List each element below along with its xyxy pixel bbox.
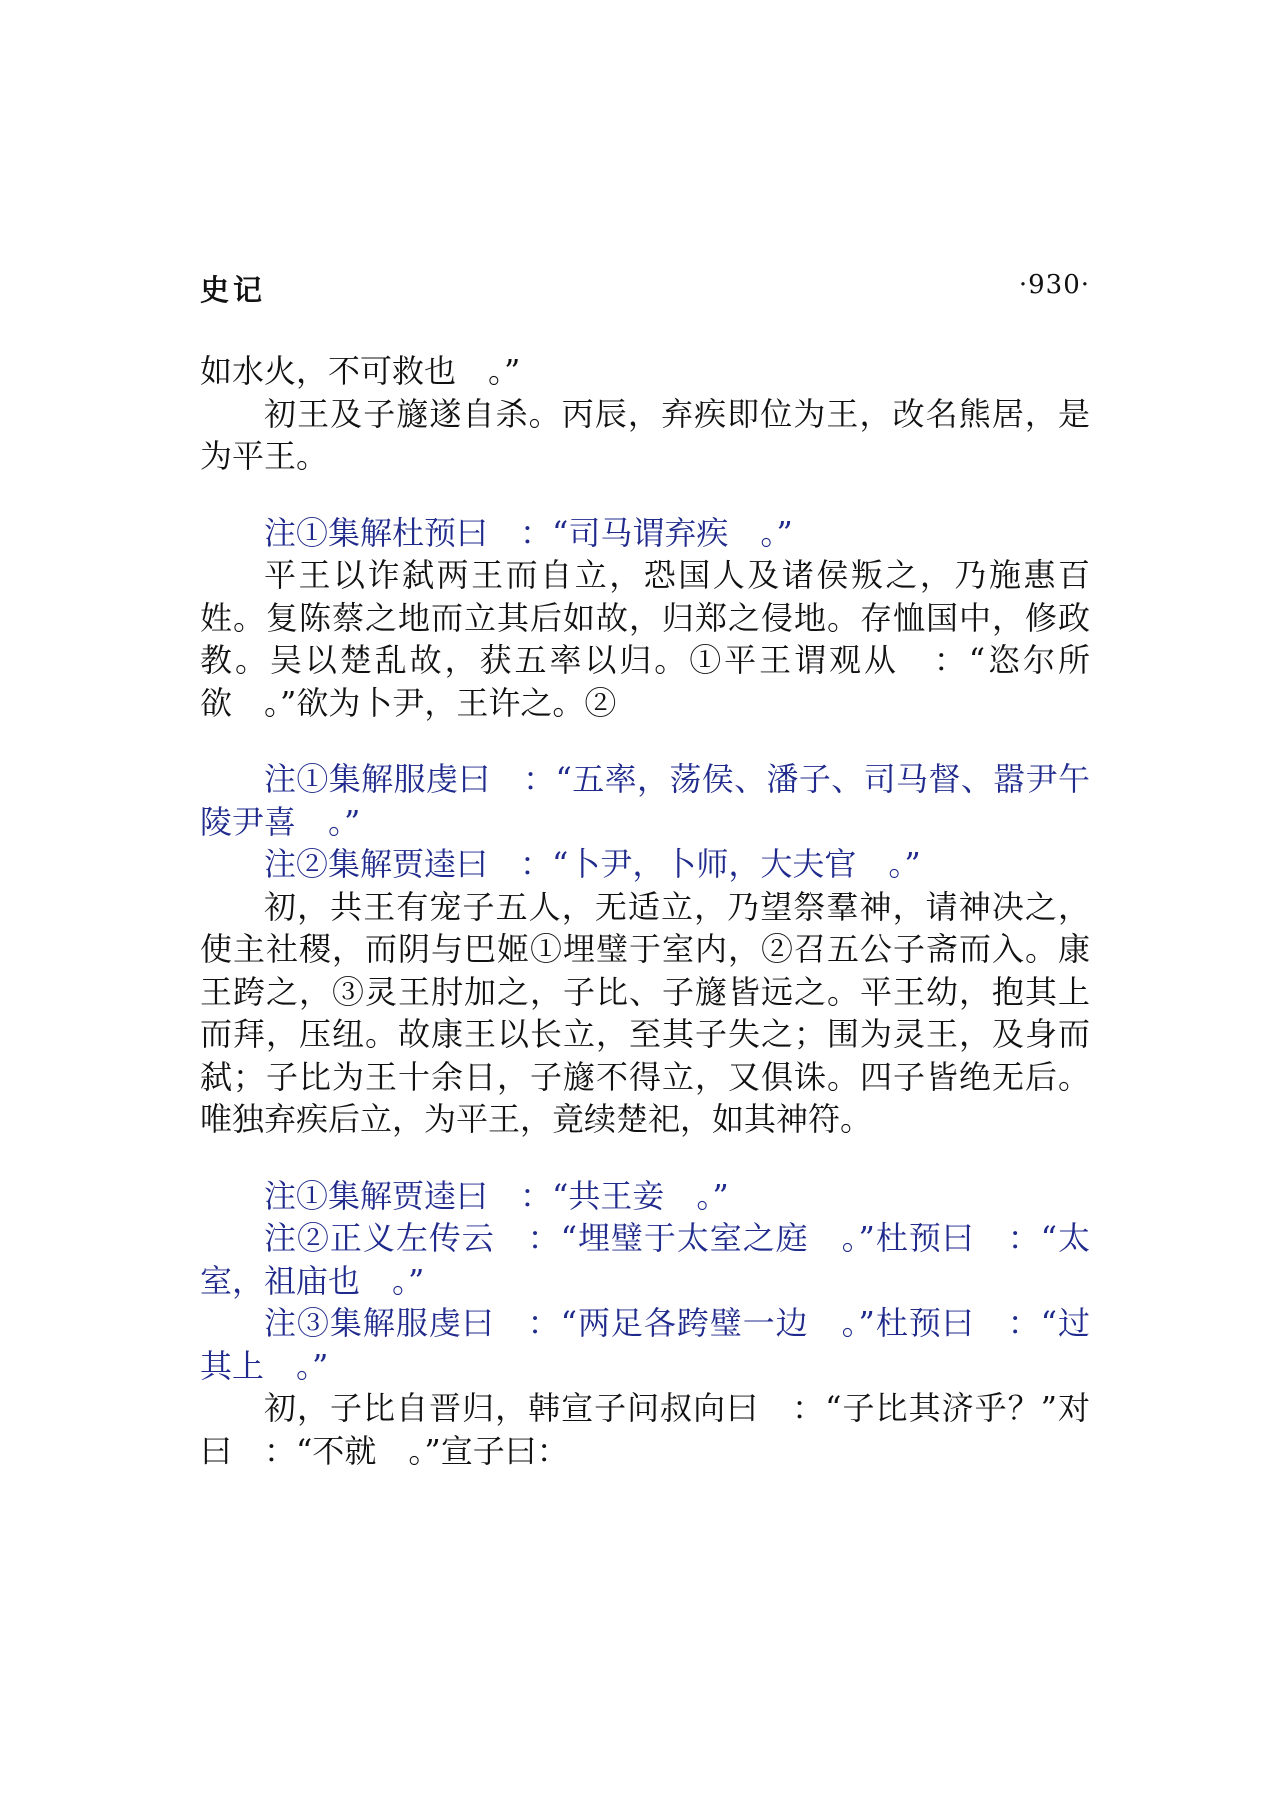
annotation-note: 注①集解贾逵曰 ：“共王妾 。” [264,1176,729,1215]
annotation-note: 注①集解杜预曰 ：“司马谓弃疾 。” [264,513,793,552]
page-header [200,268,1090,308]
body-paragraph: 平王以诈弑两王而自立，恐国人及诸侯叛之，乃施惠百姓。复陈蔡之地而立其后如故，归郑之侵地。存恤国中，修政教。吴以楚乱故，获五率以归。①平王谓观从 ：“恣尔所欲 。”欲为卜尹，王许之。② [200,556,1090,722]
body-paragraph: 初，子比自晋归，韩宣子问叔向曰 ：“子比其济乎？”对曰 ：“不就 。”宣子曰： [200,1389,1090,1470]
paragraph-gap [200,724,1090,758]
body-paragraph: 如水火，不可救也 。” [200,352,521,390]
paragraph-gap [200,478,1090,512]
page-number: ·930· [1018,270,1090,300]
annotation-note: 注①集解服虔曰 ：“五率，荡侯、潘子、司马督、嚣尹午陵尹喜 。” [200,760,1090,841]
page-body [200,350,1090,1472]
book-title: 史记 [200,273,267,307]
body-paragraph: 初，共王有宠子五人，无适立，乃望祭羣神，请神决之，使主社稷，而阴与巴姬①埋璧于室内，②召五公子斋而入。康王跨之，③灵王肘加之，子比、子旞皆远之。平王幼，抱其上而拜，压纽。故康王以长立，至其子失之；围为灵王，及身而弑；子比为王十余日，子旞不得立，又俱诛。四子皆绝无后。唯独弃疾后立，为平王，竟续楚祀，如其神符。 [200,887,1090,1138]
paragraph-gap [200,1141,1090,1175]
annotation-note: 注②正义左传云 ：“埋璧于太室之庭 。”杜预曰 ：“太室，祖庙也 。” [200,1219,1090,1300]
annotation-note: 注②集解贾逵曰 ：“卜尹，卜师，大夫官 。” [264,845,921,883]
body-paragraph: 初王及子旞遂自杀。丙辰，弃疾即位为王，改名熊居，是为平王。 [200,394,1090,475]
annotation-note: 注③集解服虔曰 ：“两足各跨璧一边 。”杜预曰 ：“过其上 。” [200,1304,1090,1385]
